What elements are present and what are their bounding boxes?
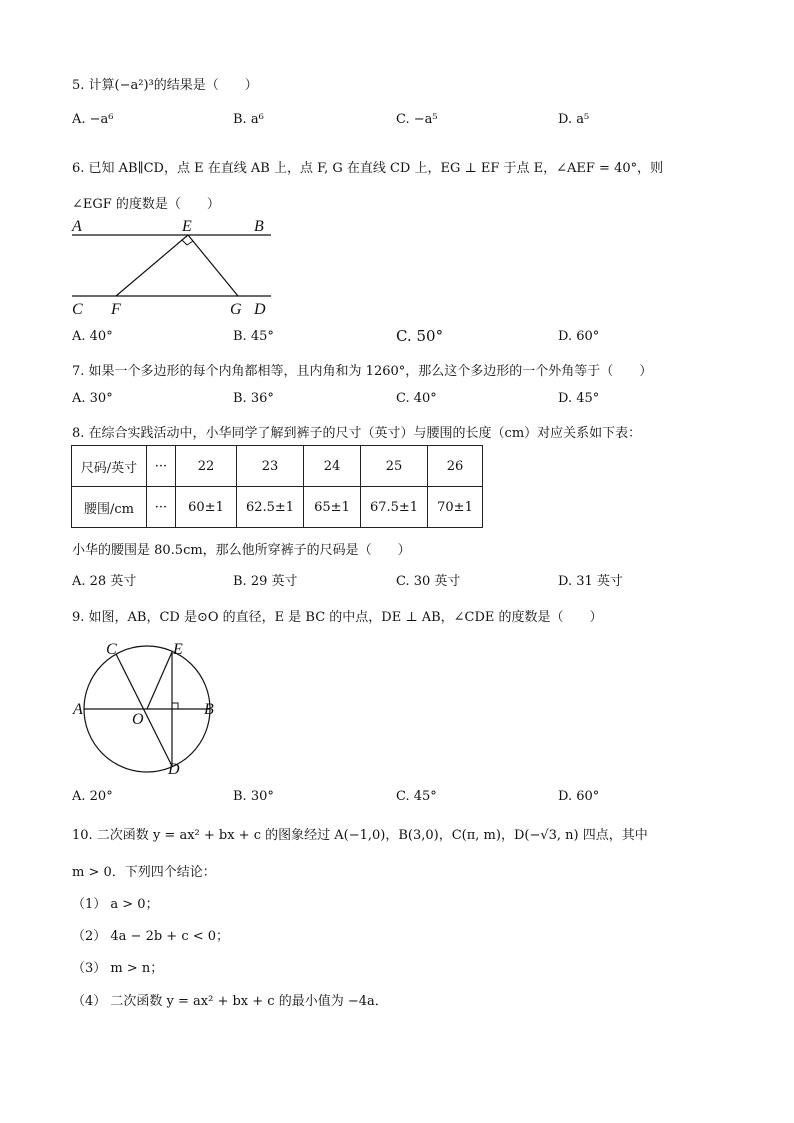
q10-item-3: （3） m > n； (72, 961, 164, 976)
segment-eg (188, 235, 238, 296)
label-d: D (168, 761, 180, 778)
q6-parallel-lines-figure (66, 214, 276, 320)
q7-option-c: C. 40° (396, 391, 437, 406)
q9-circle-figure (70, 638, 220, 778)
q7-option-b: B. 36° (233, 391, 274, 406)
label-c: C (72, 301, 83, 318)
q9-stem: 9. 如图，AB，CD 是⊙O 的直径，E 是 BC 的中点，DE ⊥ AB，∠CDE 的度数是（ ） (72, 610, 603, 625)
label-b: B (254, 218, 264, 235)
table-cell: 65±1 (304, 487, 361, 528)
q10-item-1: （1） a > 0； (72, 897, 159, 912)
q7-stem: 7. 如果一个多边形的每个内角都相等，且内角和为 1260°，那么这个多边形的一个外角等于（ ） (72, 364, 653, 379)
q7-option-a: A. 30° (72, 391, 113, 406)
q9-option-d: D. 60° (558, 789, 600, 804)
q9-option-c: C. 45° (396, 789, 437, 804)
segment-ef (116, 235, 188, 296)
q9-option-a: A. 20° (72, 789, 113, 804)
table-cell: ··· (147, 446, 176, 487)
label-o: O (132, 711, 144, 728)
table-cell: 25 (361, 446, 428, 487)
q8-option-b: B. 29 英寸 (233, 574, 298, 589)
label-a: A (72, 218, 82, 235)
q8-after-text: 小华的腰围是 80.5cm，那么他所穿裤子的尺码是（ ） (72, 543, 411, 558)
q8-option-d: D. 31 英寸 (558, 574, 623, 589)
q8-option-a: A. 28 英寸 (72, 574, 137, 589)
q5-option-c: C. −a⁵ (396, 112, 438, 127)
label-b: B (204, 701, 214, 718)
q6-option-d: D. 60° (558, 329, 600, 344)
q10-item-2: （2） 4a − 2b + c < 0； (72, 929, 230, 944)
label-e: E (173, 641, 183, 658)
q8-option-c: C. 30 英寸 (396, 574, 461, 589)
q5-option-d: D. a⁵ (558, 112, 590, 127)
label-g: G (230, 301, 242, 318)
table-cell: 67.5±1 (361, 487, 428, 528)
size-waist-table (71, 445, 483, 528)
q9-option-b: B. 30° (233, 789, 274, 804)
table-cell: 腰围/cm (72, 487, 147, 528)
table-cell: 60±1 (176, 487, 237, 528)
q6-option-b: B. 45° (233, 329, 274, 344)
q8-stem: 8. 在综合实践活动中，小华同学了解到裤子的尺寸（英寸）与腰围的长度（cm）对应关系如下表： (72, 426, 642, 441)
table-cell: 22 (176, 446, 237, 487)
right-angle-mark (182, 240, 193, 245)
table-row (72, 487, 483, 528)
q6-stem-line2: ∠EGF 的度数是（ ） (72, 197, 220, 212)
q10-stem-line1: 10. 二次函数 y = ax² + bx + c 的图象经过 A(−1,0)，B(3,0)，C(π, m)，D(−√3, n) 四点，其中 (72, 828, 648, 843)
q10-stem-line2: m > 0．下列四个结论： (72, 865, 216, 880)
label-d: D (254, 301, 266, 318)
q10-item-4: （4） 二次函数 y = ax² + bx + c 的最小值为 −4a． (72, 994, 388, 1009)
right-angle-mark (172, 703, 178, 709)
table-cell: 70±1 (428, 487, 483, 528)
q6-option-c: C. 50° (396, 327, 444, 345)
q5-stem: 5. 计算(−a²)³的结果是（ ） (72, 78, 258, 93)
label-e: E (182, 218, 192, 235)
q5-option-a: A. −a⁶ (72, 112, 114, 127)
table-cell: 26 (428, 446, 483, 487)
q7-option-d: D. 45° (558, 391, 600, 406)
table-cell: 尺码/英寸 (72, 446, 147, 487)
table-cell: ··· (147, 487, 176, 528)
label-a: A (73, 701, 83, 718)
label-f: F (111, 301, 121, 318)
segment-oe (147, 652, 172, 709)
q6-option-a: A. 40° (72, 329, 113, 344)
q6-stem-line1: 6. 已知 AB∥CD，点 E 在直线 AB 上，点 F, G 在直线 CD 上，EG ⊥ EF 于点 E，∠AEF = 40°，则 (72, 161, 664, 176)
label-c: C (106, 641, 117, 658)
table-row (72, 446, 483, 487)
table-cell: 23 (237, 446, 304, 487)
q5-option-b: B. a⁶ (233, 112, 264, 127)
table-cell: 24 (304, 446, 361, 487)
table-cell: 62.5±1 (237, 487, 304, 528)
